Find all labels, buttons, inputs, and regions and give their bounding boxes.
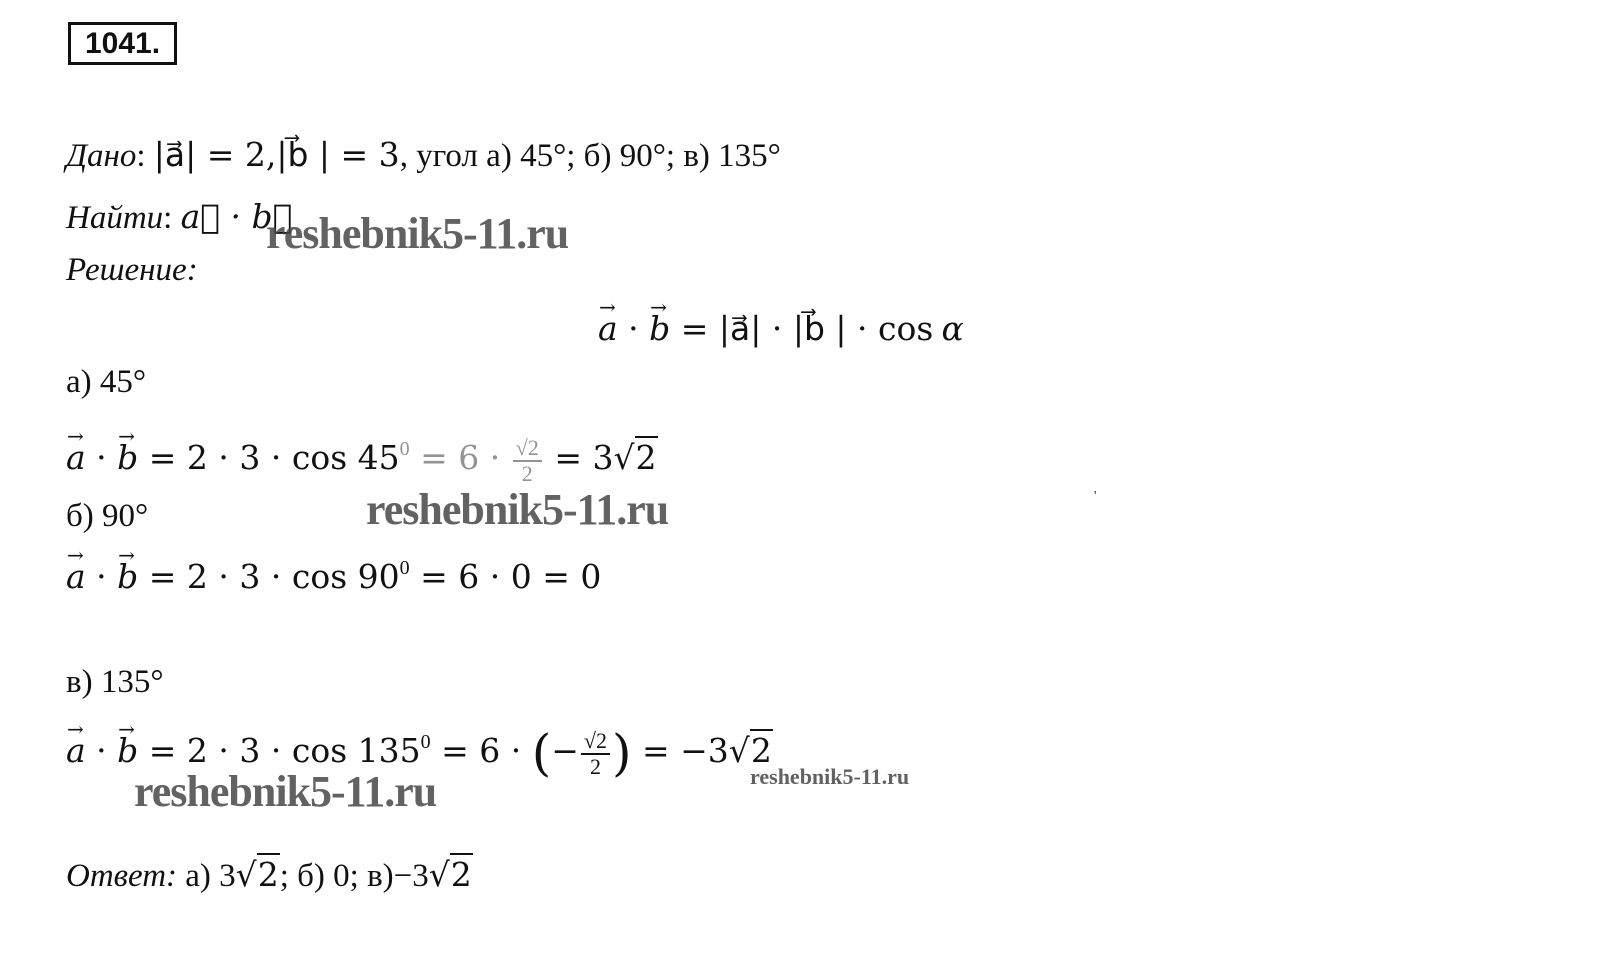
formula-alpha: α [941, 309, 964, 348]
answer-line: Ответ: а) 3√2; б) 0; в)−3√2 [66, 855, 472, 894]
part-c-sqrt: √2 [728, 731, 772, 770]
part-a-equation: → a · → $b = 2 \cdot 3 \cdot \cos 45^0 = 6$ · $\frac{√2}{2}$ = 3√2 [66, 436, 658, 486]
given-label: Дано [66, 138, 137, 174]
solution-label: Решение: [66, 252, 198, 288]
part-a-label: а) 45° [66, 364, 147, 400]
part-c-equation: → a · → $b = 2 \cdot 3 \cdot \cos 135^0 = 6$ · (− $\frac{√2}{2}$ ) = −3√2 [66, 728, 773, 780]
watermark-1: reshebnik5-11.ru [266, 209, 569, 258]
watermark-4: reshebnik5-11.ru [750, 764, 910, 789]
given-b-abs: |b⃗ | = 3 [276, 135, 400, 174]
given-a-abs: |a⃗| = 2, [153, 135, 277, 174]
given-line: Дано: |a⃗| = 2,|b⃗ | = 3, угол а) 45°; б) 90°; в) 135° [66, 135, 781, 174]
part-b-equation: → a · → $b = 2 \cdot 3 \cdot \cos 90^0 = 6 \cdot 0 = 0$ [66, 560, 601, 595]
given-angles: , угол а) 45°; б) 90°; в) 135° [399, 138, 781, 174]
part-b-label: б) 90° [66, 498, 149, 534]
part-c-label: в) 135° [66, 664, 164, 700]
vector-b: → b [649, 312, 670, 345]
find-line: Найти: a⃗ · b⃗ [66, 197, 293, 236]
formula-rhs: = |a⃗| · |b⃗ | · cos [670, 309, 934, 348]
find-label: Найти [66, 200, 164, 236]
part-c-fraction: $\frac{√2}{2}$ [581, 729, 610, 779]
watermark-3: reshebnik5-11.ru [134, 767, 437, 816]
part-a-sqrt: √2 [613, 437, 657, 477]
answer-label: Ответ: [66, 858, 178, 894]
part-a-fraction: $\frac{√2}{2}$ [513, 436, 542, 486]
dot-product-formula: → a · → b = |a⃗| · |b⃗ | · cos α [598, 312, 964, 347]
watermark-2: reshebnik5-11.ru [366, 485, 669, 534]
vector-a: → a [598, 312, 618, 345]
problem-number: 1041. [68, 22, 177, 65]
stray-mark: ' [1094, 489, 1097, 504]
find-expr: a⃗ · b⃗ [180, 197, 293, 236]
